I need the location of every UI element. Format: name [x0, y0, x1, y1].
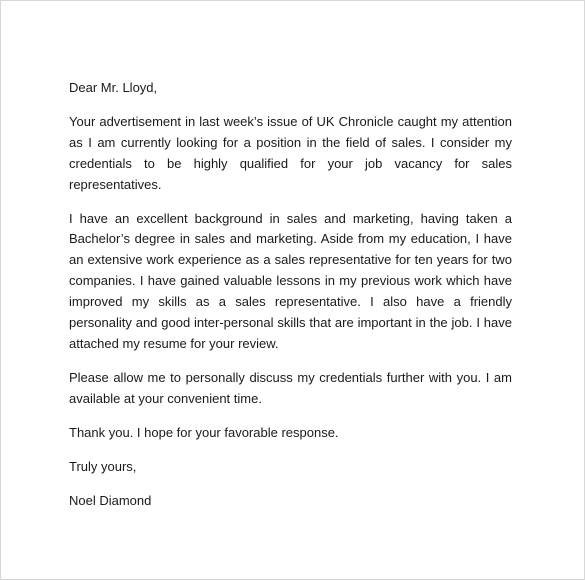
closing: Truly yours,: [69, 458, 137, 474]
cover-letter: [69, 78, 512, 511]
paragraph-request: Please allow me to personally discuss my credentials further with you. I am available at your convenient time.: [69, 369, 512, 406]
signature-name: Noel Diamond: [69, 492, 152, 508]
salutation: Dear Mr. Lloyd,: [69, 80, 158, 95]
paragraph-background: I have an excellent background in sales and marketing, having taken a Bachelor’s degree in sales and marketing. Aside from my education, I have an extensive work experience as a sales representative for ten years for two companies. I have gained valuable lessons in my previous work which have improved my skills as a sales representative. I also have a friendly personality and good inter-personal skills that are important in the job. I have attached my resume for your review.: [69, 210, 512, 351]
paragraph-introduction: Your advertisement in last week’s issue of UK Chronicle caught my attention as I am currently looking for a position in the field of sales. I consider my credentials to be highly qualified for your job vacancy for sales representatives.: [69, 113, 512, 192]
paragraph-thanks: Thank you. I hope for your favorable response.: [69, 424, 339, 440]
